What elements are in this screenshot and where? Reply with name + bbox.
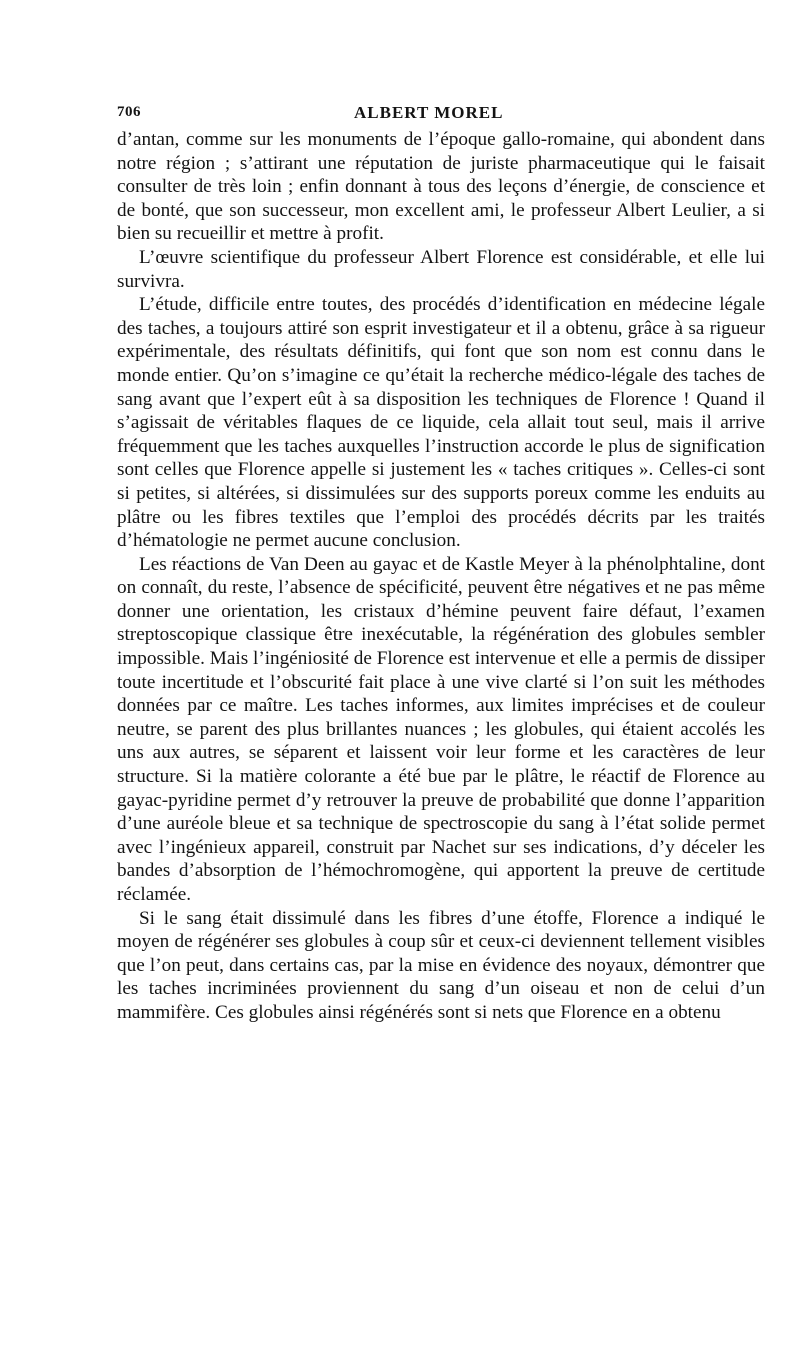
page-number: 706 [117, 104, 141, 120]
running-title: ALBERT MOREL [354, 103, 504, 122]
paragraph: Si le sang était dissimulé dans les fibres d’une étoffe, Florence a indiqué le moyen de régénérer ses globules à coup sûr et ceux-ci deviennent tellement visibles que l’on peut, dans certains cas, par la mise en évidence des noyaux, démontrer que les taches incriminées proviennent du sang d’un oiseau et non de celui d’un mammifère. Ces globules ainsi régénérés sont si nets que Florence en a obtenu [117, 907, 765, 1023]
running-head [117, 98, 765, 128]
paragraph-continued: d’antan, comme sur les monuments de l’époque gallo-romaine, qui abondent dans notre région ; s’attirant une réputation de juriste pharmaceutique qui le faisait consulter de très loin ; enfin donnant à tous des leçons d’énergie, de conscience et de bonté, que son successeur, mon excellent ami, le professeur Albert Leulier, a si bien su recueillir et mettre à profit. [117, 129, 765, 245]
paragraph: Les réactions de Van Deen au gayac et de Kastle Meyer à la phénolphtaline, dont on connaît, du reste, l’absence de spécificité, peuvent être négatives et ne pas même donner une orientation, les cristaux d’hémine peuvent faire défaut, l’examen streptoscopique classique être inexécutable, la régénération des globules sembler impossible. Mais l’ingéniosité de Florence est intervenue et elle a permis de dissiper toute incertitude et l’obscurité fait place à une vive clarté si l’on suit les méthodes données par ce maître. Les taches informes, aux limites imprécises et de couleur neutre, se parent des plus brillantes nuances ; les globules, qui étaient accolés les uns aux autres, se séparent et laissent voir leur forme et les caractères de leur structure. Si la matière colorante a été bue par le plâtre, le réactif de Florence au gayac-pyridine permet d’y retrouver la preuve de probabilité que donne l’apparition d’une auréole bleue et sa technique de spectroscopie du sang à l’état solide permet avec l’ingénieux appareil, construit par Nachet sur ses indications, d’y déceler les bandes d’absorption de l’hémochromogène, qui apportent la preuve de certitude réclamée. [117, 553, 765, 905]
book-page [117, 98, 765, 1025]
body-text [117, 128, 765, 1025]
paragraph: L’œuvre scientifique du professeur Albert Florence est considérable, et elle lui survivra. [117, 246, 765, 292]
paragraph: L’étude, difficile entre toutes, des procédés d’identification en médecine légale des taches, a toujours attiré son esprit investigateur et il a obtenu, grâce à sa rigueur expérimentale, des résultats définitifs, qui font que son nom est connu dans le monde entier. Qu’on s’imagine ce qu’était la recherche médico-légale des taches de sang avant que l’expert eût à sa disposition les techniques de Florence ! Quand il s’agissait de véritables flaques de ce liquide, cela allait tout seul, mais il arrive fréquemment que les taches auxquelles l’instruction accorde le plus de signification sont celles que Florence appelle si justement les « taches critiques ». Celles-ci sont si petites, si altérées, si dissimulées sur des supports poreux comme les enduits au plâtre ou les fibres textiles que l’emploi des procédés décrits par les traités d’hématologie ne permet aucune conclusion. [117, 294, 765, 552]
